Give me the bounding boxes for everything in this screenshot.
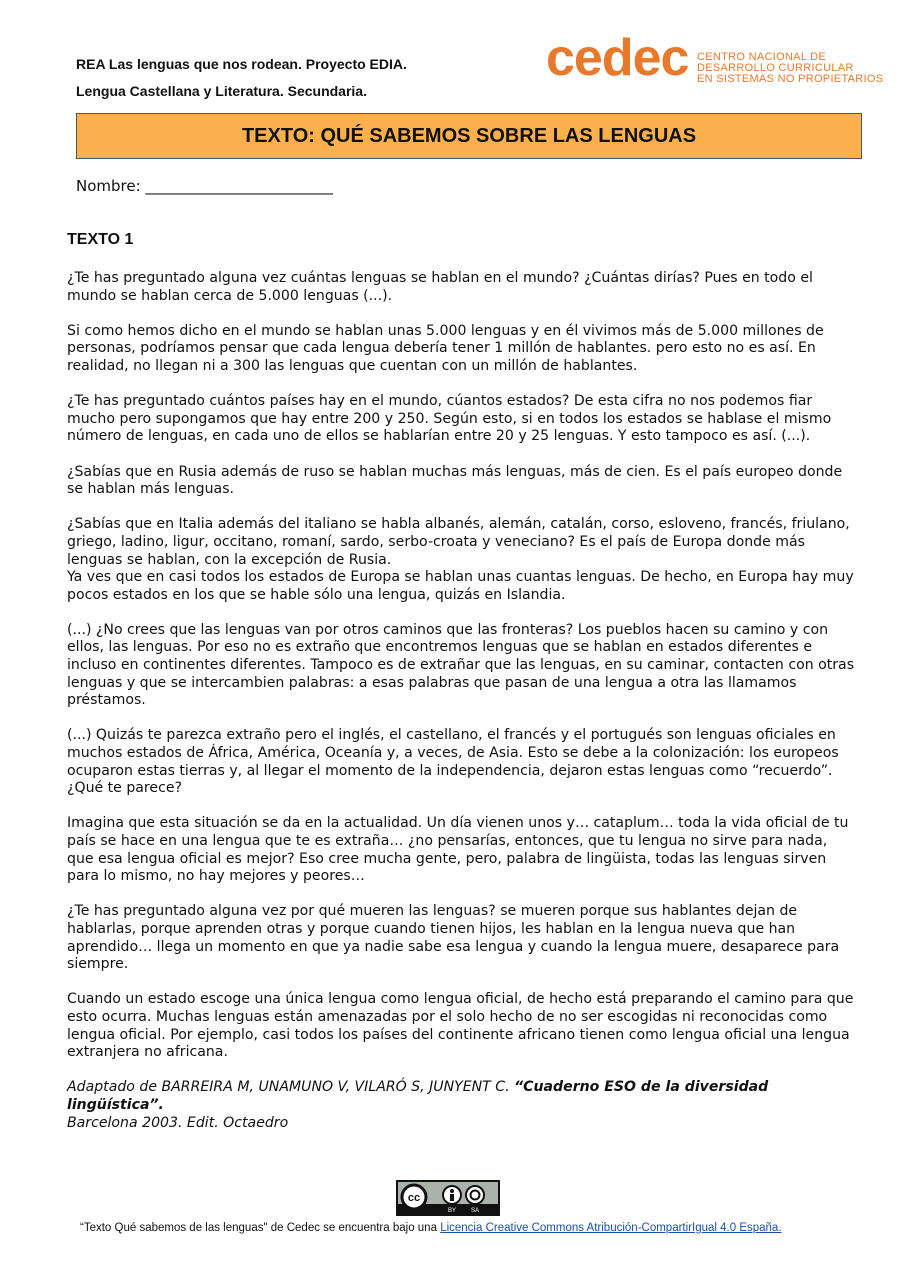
paragraph: Cuando un estado escoge una única lengua como lengua oficial, de hecho está preparando el camino para que esto ocurra. Muchas lenguas están amenazadas por el solo hecho de no ser escogidas ni reconocidas como lengua oficial. Por ejemplo, casi todos los países del continente africano tienen como lengua oficial una lengua extranjera no africana. [67,991,854,1061]
citation [67,1079,857,1132]
citation-publisher: Barcelona 2003. Edit. Octaedro [67,1114,289,1131]
logo-wordmark: cedec [546,29,689,87]
page-title: TEXTO: QUÉ SABEMOS SOBRE LAS LENGUAS [241,124,697,147]
logo-line-2: DESARROLLO CURRICULAR [697,62,854,74]
paragraph: ¿Te has preguntado alguna vez cuántas lenguas se hablan en el mundo? ¿Cuántas dirías? Pues en todo el mundo se hablan cerca de 5.000 lenguas (...). [67,270,813,304]
paragraph: (...) Quizás te parezca extraño pero el inglés, el castellano, el francés y el portugués son lenguas oficiales en muchos estados de África, América, Oceanía y, a veces, de Asia. Esto se debe a la colonización: los europeos ocuparon estas tierras y, al llegar el momento de la independencia, dejaron estas lenguas como “recuerdo”. ¿Qué te parece? [67,727,839,797]
header-line-1: REA Las lenguas que nos rodean. Proyecto EDIA. [76,56,407,72]
logo-line-3: EN SISTEMAS NO PROPIETARIOS [697,73,884,85]
header-line-2: Lengua Castellana y Literatura. Secundaria. [76,83,367,99]
document-header [76,51,407,105]
text-body [67,270,857,1150]
cc-label: cc [407,1192,421,1204]
cedec-logo [546,29,884,92]
paragraph: ¿Sabías que en Rusia además de ruso se hablan muchas más lenguas, más de cien. Es el país europeo donde se hablan más lenguas. [67,463,843,498]
license-link[interactable]: Licencia Creative Commons Atribución-CompartirIgual 4.0 España. [440,1222,782,1234]
sa-label: SA [470,1208,480,1214]
paragraph: Si como hemos dicho en el mundo se hablan unas 5.000 lenguas y en él vivimos más de 5.000 millones de personas, podríamos pensar que cada lengua debería tener 1 millón de hablantes. pero esto no es así. En realidad, no llegan ni a 300 las lenguas que cuentan con un millón de hablantes. [67,322,824,374]
citation-book-title: “Cuaderno ESO de la diversidad lingüística”. [67,1079,769,1113]
footer-text: “Texto Qué sabemos de las lenguas" de Cedec se encuentra bajo una [80,1222,441,1234]
cc-by-sa-icon [398,1182,498,1214]
paragraph: Ya ves que en casi todos los estados de Europa se hablan unas cuantas lenguas. De hecho, en Europa hay muy pocos estados en los que se hable sólo una lengua, quizás en Islandia. [67,569,854,603]
logo-line-1: CENTRO NACIONAL DE [697,51,827,63]
license-footer [80,1222,782,1234]
paragraph: ¿Te has preguntado cuántos países hay en el mundo, cúantos estados? De esta cifra no nos podemos fiar mucho pero supongamos que hay entre 200 y 250. Según esto, si en todos los estados se hablase el mismo número de lenguas, en cada uno de ellos se hablarían entre 20 y 25 lenguas. Y esto tampoco es así. (...). [67,393,832,445]
cc-license-badge[interactable] [396,1180,500,1216]
logo-subtitle [697,52,883,85]
citation-authors: Adaptado de BARREIRA M, UNAMUNO V, VILARÓ S, JUNYENT C. [67,1079,515,1096]
paragraph: Imagina que esta situación se da en la actualidad. Un día vienen unos y… cataplum… toda la vida oficial de tu país se hace en una lengua que te es extraña… ¿no pensarías, entonces, que tu lengua no sirve para nada, que esa lengua oficial es mejor? Eso cree mucha gente, pero, palabra de lingüista, todas las lenguas sirven para lo mismo, no hay mejores y peores… [67,815,849,885]
title-banner [76,113,862,159]
paragraph: (...) ¿No crees que las lenguas van por otros caminos que las fronteras? Los pueblos hacen su camino y con ellos, las lenguas. Por eso no es extraño que encontremos lenguas que se hablan en estados diferentes e incluso en continentes diferentes. Tampoco es de extrañar que las lenguas, en su caminar, contacten con otras lenguas y que se intercambien palabras: a esas palabras que pasan de una lengua a otra las llamamos préstamos. [67,621,855,709]
by-label: BY [447,1208,457,1214]
name-field: Nombre: _________________________ [76,177,333,195]
section-title: TEXTO 1 [67,231,134,248]
paragraph: ¿Te has preguntado alguna vez por qué mueren las lenguas? se mueren porque sus hablantes dejan de hablarlas, porque aprenden otras y porque cuando tienen hijos, les hablan en la lengua nueva que han aprendido… llega un momento en que ya nadie sabe esa lengua y cuando la lengua muere, desaparece para siempre. [67,903,840,973]
paragraph: ¿Sabías que en Italia además del italiano se habla albanés, alemán, catalán, corso, esloveno, francés, friulano, griego, ladino, ligur, occitano, romaní, sardo, serbo-croata y veneciano? Es el país de Europa donde más lenguas se hablan, con la excepción de Rusia. [67,516,850,568]
